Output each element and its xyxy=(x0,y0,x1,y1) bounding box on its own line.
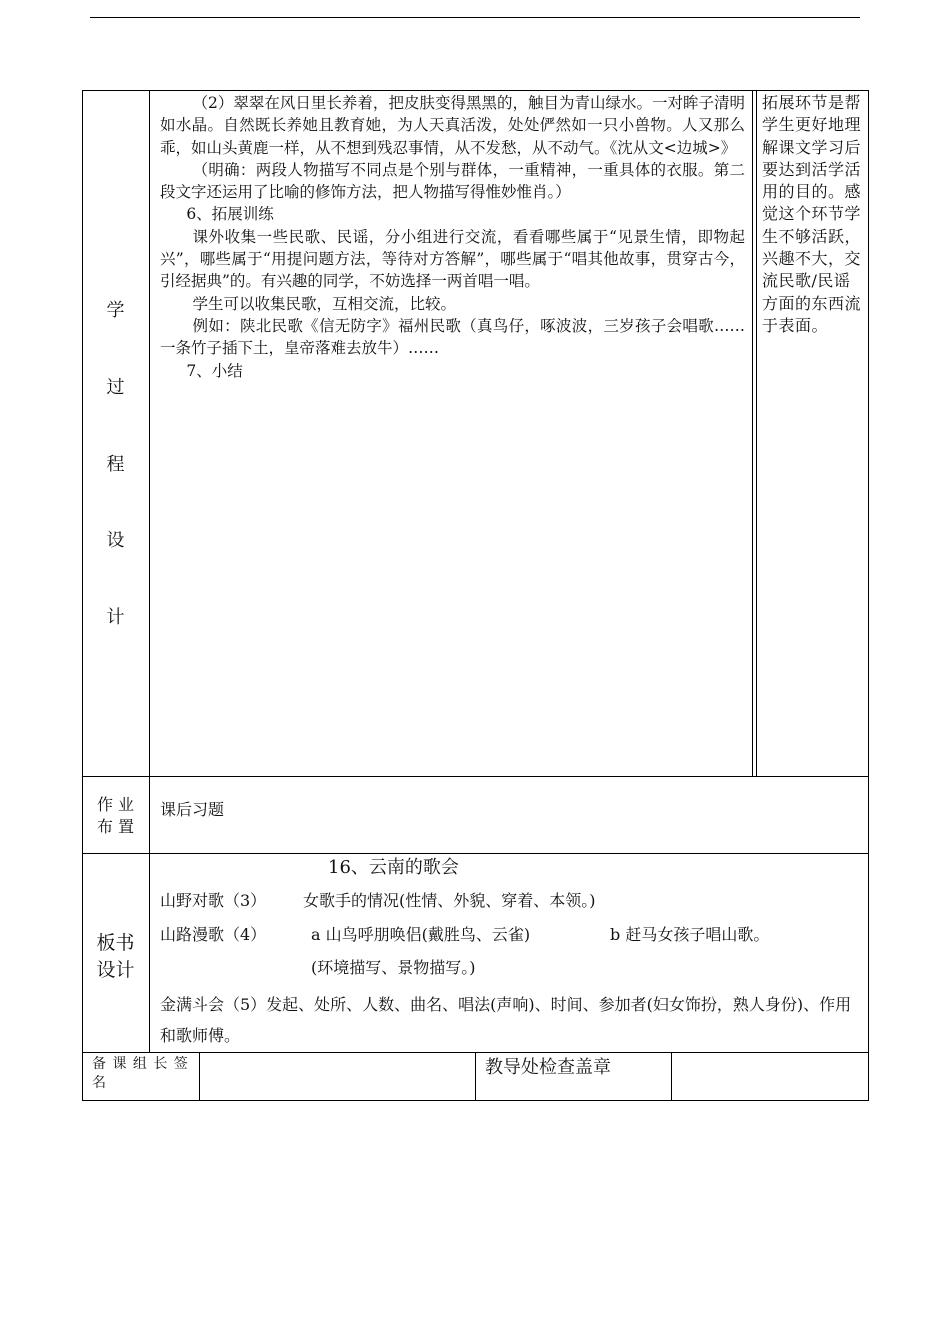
homework-label-line: 布 置 xyxy=(96,817,135,836)
homework-label-line: 作 业 xyxy=(96,795,135,814)
process-content xyxy=(160,92,745,382)
board-title: 16、云南的歌会 xyxy=(328,857,459,878)
board-label xyxy=(82,930,149,984)
row-divider-homework xyxy=(82,853,869,854)
header-rule xyxy=(90,17,860,18)
leader-sign-label: 备 课 组 长 签 名 xyxy=(92,1056,189,1091)
board-line-4: 金满斗会（5）发起、处所、人数、曲名、唱法(声响)、时间、参加者(妇女饰扮，熟人身份)、作用和歌师傅。 xyxy=(160,995,852,1045)
process-paragraph: 例如：陕北民歌《信无防字》福州民歌（真鸟仔，啄波波，三岁孩子会唱歌……一条竹子插下土，皇帝落难去放牛）…… xyxy=(160,316,745,358)
col-divider-label xyxy=(149,90,150,1052)
process-label-char: 过 xyxy=(106,377,125,398)
board-label-line: 板书 xyxy=(96,932,135,954)
board-label-line: 设计 xyxy=(96,959,135,981)
leader-sign-cell[interactable] xyxy=(200,1053,474,1100)
homework-content: 课后习题 xyxy=(160,800,225,819)
homework-label xyxy=(82,794,149,838)
process-label-char: 学 xyxy=(106,300,125,321)
process-paragraph: （2）翠翠在风日里长养着，把皮肤变得黑黑的，触目为青山绿水。一对眸子清明如水晶。自然既长养她且教育她，为人天真活泼，处处俨然如一只小兽物。人又那么乖，如山头黄鹿一样，从不想到残忍事情，从不发愁，从不动气。《沈从文<边城>》 xyxy=(160,94,745,157)
board-line-3: (环境描写、景物描写。) xyxy=(311,958,476,977)
process-label-char: 计 xyxy=(106,607,125,628)
col-divider-note-1 xyxy=(752,90,753,776)
board-line-2-b: b 赶马女孩子唱山歌。 xyxy=(610,925,770,944)
process-paragraph: 6、拓展训练 xyxy=(186,205,274,224)
row-divider-process xyxy=(82,776,869,777)
board-line-2-head: 山路漫歌（4） xyxy=(160,925,267,944)
col-divider-note-2 xyxy=(756,90,757,776)
process-paragraph: 7、小结 xyxy=(186,361,243,380)
office-stamp-label: 教导处检查盖章 xyxy=(485,1057,611,1078)
process-paragraph: 课外收集一些民歌、民谣，分小组进行交流，看看哪些属于“见景生情，即物起兴”，哪些属于“用提问题方法，等待对方答解”，哪些属于“唱其他故事，贯穿古今，引经据典”的。有兴趣的同学，不妨选择一两首唱一唱。 xyxy=(160,227,745,291)
board-line-1-body: 女歌手的情况(性情、外貌、穿着、本领。) xyxy=(303,891,596,910)
office-stamp-cell[interactable] xyxy=(672,1053,868,1100)
process-label-char: 设 xyxy=(106,530,125,551)
process-note: 拓展环节是帮学生更好地理解课文学习后要达到活学活用的目的。感觉这个环节学生不够活跃，兴趣不大，交流民歌/民谣方面的东西流于表面。 xyxy=(762,93,862,335)
col-divider-footer-2 xyxy=(475,1052,476,1101)
process-label-char: 程 xyxy=(106,454,125,475)
board-line-1-head: 山野对歌（3） xyxy=(160,891,267,910)
process-paragraph: 学生可以收集民歌，互相交流，比较。 xyxy=(192,294,457,313)
process-paragraph: （明确：两段人物描写不同点是个别与群体，一重精神，一重具体的衣服。第二段文字还运用了比喻的修饰方法，把人物描写得惟妙惟肖。） xyxy=(160,160,745,202)
board-line-2-a: a 山鸟呼朋唤侣(戴胜鸟、云雀) xyxy=(311,925,531,944)
